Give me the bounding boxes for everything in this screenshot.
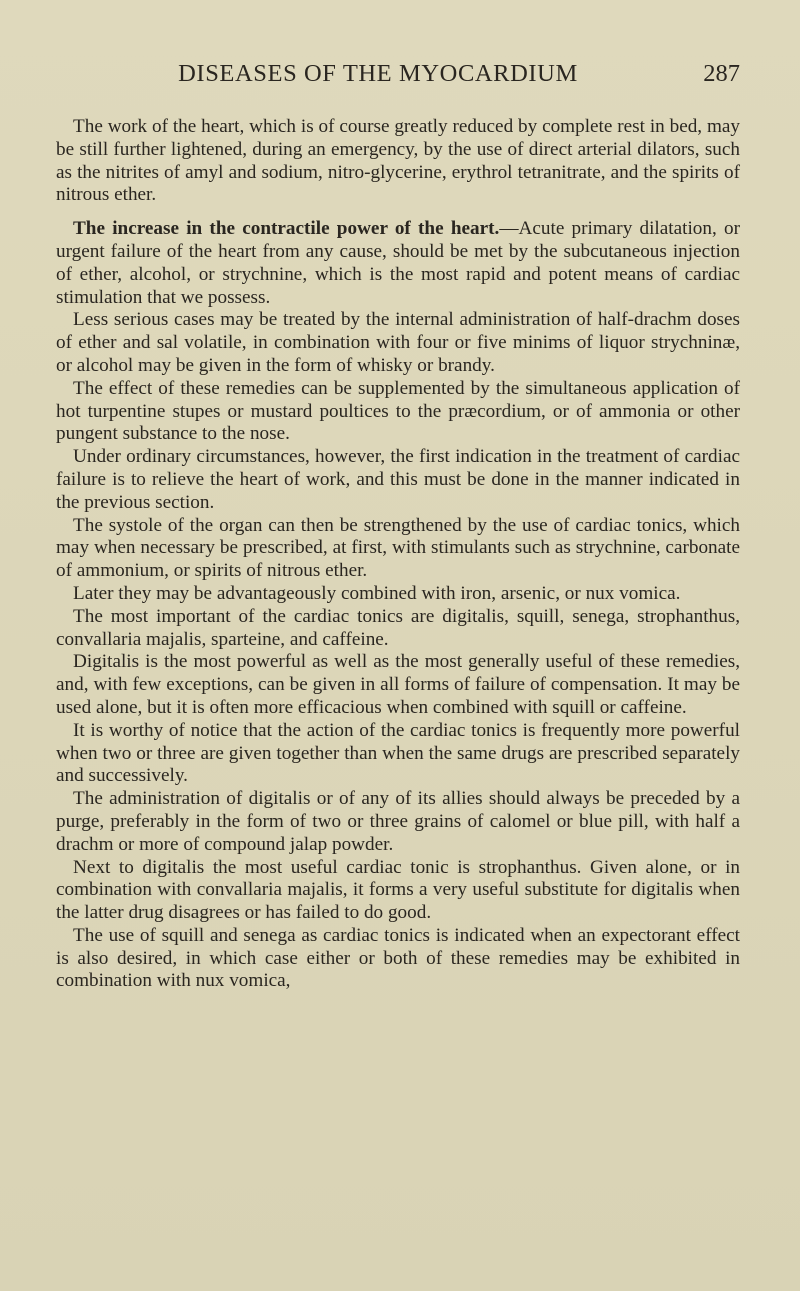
- paragraph-10: It is worthy of notice that the action of the cardiac tonics is frequently more powerful when two or three are given together than when the same drugs are prescribed separately and successively.: [56, 719, 740, 787]
- running-title: DISEASES OF THE MYOCARDIUM: [178, 60, 578, 87]
- paragraph-7: Later they may be advantageously combined with iron, arsenic, or nux vomica.: [73, 582, 681, 604]
- paragraph-3: Less serious cases may be treated by the internal administration of half-drachm doses of ether and sal volatile, in combination with four or five minims of liquor strychninæ, or alcohol may be given in the form of whisky or brandy.: [56, 309, 740, 376]
- page-number: 287: [703, 60, 740, 87]
- paragraph-6: The systole of the organ can then be strengthened by the use of cardiac tonics, which may when necessary be prescribed, at first, with stimulants such as strychnine, carbonate of ammonium, or spirits of nitrous ether.: [56, 514, 740, 582]
- paragraph-2: [56, 218, 740, 309]
- section-heading: The increase in the contractile power of the heart.: [73, 218, 500, 240]
- paragraph-12: Next to digitalis the most useful cardiac tonic is strophanthus. Given alone, or in combination with convallaria majalis, it forms a very useful substitute for digitalis when the latter drug disagrees or has failed to do good.: [56, 856, 740, 924]
- paragraph-9: Digitalis is the most powerful as well as the most generally useful of these remedies, and, with few exceptions, can be given in all forms of failure of compensation. It may be used alone, but it is often more efficacious when combined with squill or caffeine.: [56, 651, 740, 718]
- paragraph-1: The work of the heart, which is of course greatly reduced by complete rest in bed, may be still further lightened, during an emergency, by the use of direct arterial dilators, such as the nitrites of amyl and sodium, nitro-glycerine, erythrol tetranitrate, and the spirits of nitrous ether.: [56, 116, 740, 206]
- paragraph-4: The effect of these remedies can be supplemented by the simultaneous application of hot turpentine stupes or mustard poultices to the præcordium, or of ammonia or other pungent substance to the nose.: [56, 377, 740, 445]
- paragraph-2-body: —Acute primary dilatation, or urgent failure of the heart from any cause, should be met by the subcutaneous injection of ether, alcohol, or strychnine, which is the most rapid and potent means of cardiac stimulation that we possess.: [56, 218, 740, 308]
- paragraph-5: Under ordinary circumstances, however, the first indication in the treatment of cardiac failure is to relieve the heart of work, and this must be done in the manner indicated in the previous section.: [56, 446, 740, 513]
- paragraph-11: The administration of digitalis or of any of its allies should always be preceded by a purge, preferably in the form of two or three grains of calomel or blue pill, with half a drachm or more of compound jalap powder.: [56, 788, 740, 855]
- page-header: [56, 60, 740, 100]
- body-text: [56, 116, 740, 993]
- paragraph-13: The use of squill and senega as cardiac tonics is indicated when an expectorant effect is also desired, in which case either or both of these remedies may be exhibited in combination with nux vomica,: [56, 924, 740, 992]
- paragraph-8: The most important of the cardiac tonics are digitalis, squill, senega, strophanthus, convallaria majalis, sparteine, and caffeine.: [56, 605, 740, 650]
